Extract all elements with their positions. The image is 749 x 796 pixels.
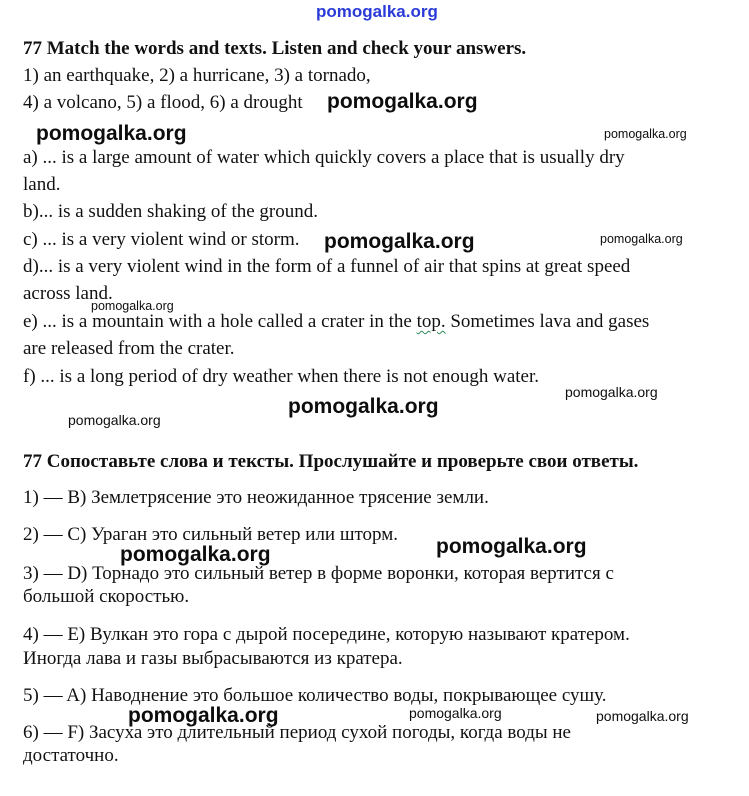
definition-c: c) ... is a very violent wind or storm. bbox=[23, 229, 300, 250]
definition-a-line-2: land. bbox=[23, 174, 61, 195]
definition-f: f) ... is a long period of dry weather when there is not enough water. bbox=[23, 366, 540, 387]
watermark: pomogalka.org bbox=[128, 704, 279, 727]
definition-d-line-2: across land. bbox=[23, 283, 113, 304]
watermark: pomogalka.org bbox=[596, 708, 689, 724]
definition-e-text-start: e) ... is a mountain with a hole called a crater in the bbox=[23, 311, 417, 332]
answer-3-line-2: большой скоростью. bbox=[23, 586, 190, 607]
watermark: pomogalka.org bbox=[120, 543, 271, 566]
answer-5: 5) — A) Наводнение это большое количество воды, покрывающее сушу. bbox=[23, 685, 607, 706]
watermark: pomogalka.org bbox=[600, 232, 683, 246]
header-watermark[interactable]: pomogalka.org bbox=[316, 2, 438, 21]
definition-e-line-1 bbox=[23, 311, 649, 333]
definition-e-line-2: are released from the crater. bbox=[23, 338, 235, 359]
watermark: pomogalka.org bbox=[36, 122, 187, 145]
answer-6-line-1: 6) — F) Засуха это длительный период сухой погоды, когда воды не bbox=[23, 722, 571, 743]
answer-2: 2) — C) Ураган это сильный ветер или шторм. bbox=[23, 524, 399, 545]
definition-e-text-end: Sometimes lava and gases bbox=[445, 311, 650, 332]
answer-4-line-2: Иногда лава и газы выбрасываются из кратера. bbox=[23, 648, 403, 669]
answer-1: 1) — B) Землетрясение это неожиданное трясение земли. bbox=[23, 487, 489, 508]
exercise-title-en: 77 Match the words and texts. Listen and check your answers. bbox=[23, 38, 527, 59]
answer-3-line-1: 3) — D) Торнадо это сильный ветер в форме воронки, которая вертится с bbox=[23, 563, 614, 584]
spellcheck-squiggle-word: top. bbox=[416, 311, 446, 332]
watermark: pomogalka.org bbox=[91, 299, 174, 313]
definition-a-line-1: a) ... is a large amount of water which quickly covers a place that is usually dry bbox=[23, 147, 625, 168]
watermark: pomogalka.org bbox=[409, 705, 502, 721]
exercise-title-ru: 77 Сопоставьте слова и тексты. Прослушайте и проверьте свои ответы. bbox=[23, 451, 639, 472]
watermark: pomogalka.org bbox=[327, 90, 478, 113]
word-list-line-1: 1) an earthquake, 2) a hurricane, 3) a tornado, bbox=[23, 65, 371, 86]
word-list-line-2: 4) a volcano, 5) a flood, 6) a drought bbox=[23, 92, 303, 113]
definition-b: b)... is a sudden shaking of the ground. bbox=[23, 201, 318, 222]
answer-4-line-1: 4) — E) Вулкан это гора с дырой посередине, которую называют кратером. bbox=[23, 624, 630, 645]
watermark: pomogalka.org bbox=[604, 127, 687, 141]
watermark: pomogalka.org bbox=[324, 230, 475, 253]
watermark: pomogalka.org bbox=[68, 412, 161, 428]
answer-6-line-2: достаточно. bbox=[23, 745, 119, 766]
definition-d-line-1: d)... is a very violent wind in the form of a funnel of air that spins at great speed bbox=[23, 256, 631, 277]
watermark: pomogalka.org bbox=[436, 535, 587, 558]
watermark: pomogalka.org bbox=[288, 395, 439, 418]
watermark: pomogalka.org bbox=[565, 384, 658, 400]
